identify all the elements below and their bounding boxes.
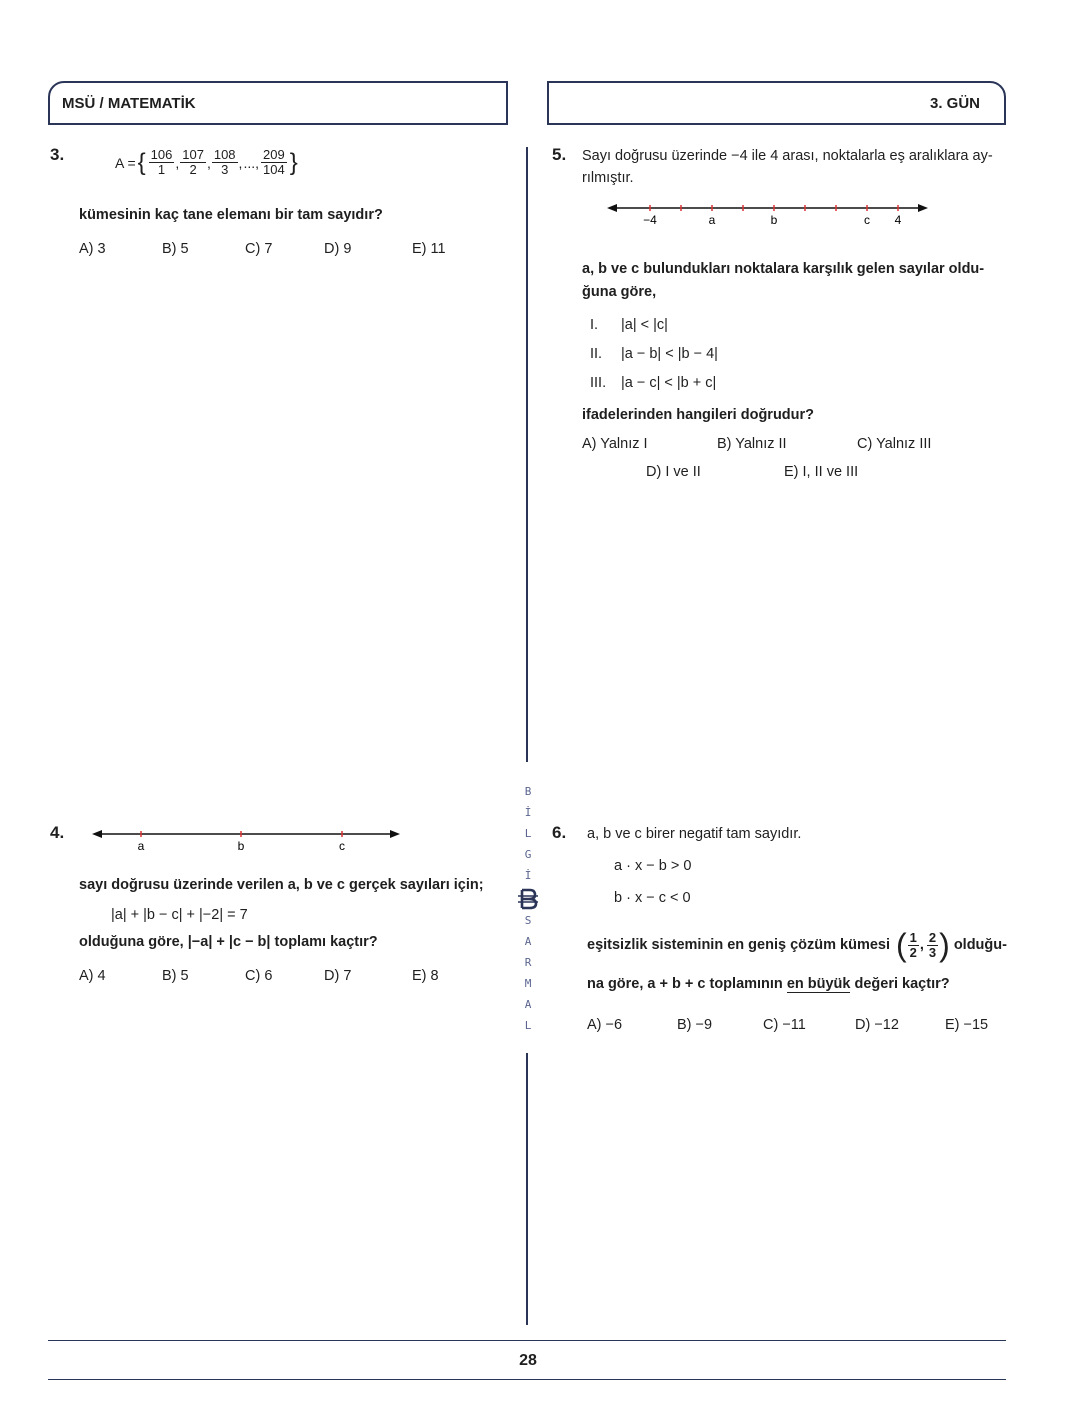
subject-title: MSÜ / MATEMATİK	[62, 94, 196, 112]
q4-option-d[interactable]: D) 7	[324, 968, 352, 984]
q6-question-part2: olduğu-	[953, 937, 1007, 953]
q6-option-e[interactable]: E) −15	[945, 1017, 989, 1033]
q3-set-prefix: A =	[115, 154, 136, 171]
q5-option-b[interactable]: B) Yalnız II	[717, 436, 787, 452]
q3-option-b[interactable]: B) 5	[162, 241, 189, 257]
q6-option-d[interactable]: D) −12	[855, 1017, 899, 1033]
q5-statement-1: |a| < |c|	[621, 317, 668, 333]
q4-intro: sayı doğrusu üzerinde verilen a, b ve c gerçek sayıları için;	[79, 877, 484, 893]
q5-option-e[interactable]: E) I, II ve III	[784, 464, 859, 480]
q3-fraction: $\frac{107}{2}$	[182, 147, 204, 177]
q3-question: kümesinin kaç tane elemanı bir tam sayıdır?	[79, 207, 383, 223]
q5-number-line	[605, 196, 930, 232]
q4-label-a: a	[137, 839, 145, 853]
q3-fraction: $\frac{108}{3}$	[213, 147, 236, 177]
q6-inequality-1: a · x − b > 0	[614, 858, 692, 874]
q4-option-a[interactable]: A) 4	[79, 968, 106, 984]
q5-statement-2: |a − b| < |b − 4|	[621, 346, 718, 362]
q3-fraction: $\frac{209}{104}$	[263, 147, 285, 177]
q4-number-line	[90, 822, 402, 858]
q5-label-4: 4	[894, 213, 902, 227]
q5-option-c[interactable]: C) Yalnız III	[857, 436, 932, 452]
q5-label-c: c	[864, 213, 870, 227]
q5-number: 5.	[552, 145, 567, 164]
q4-option-e[interactable]: E) 8	[412, 968, 439, 984]
q6-question-line2	[587, 973, 950, 995]
q5-intro-line2: rılmıştır.	[582, 170, 634, 186]
q4-label-c: c	[339, 839, 345, 853]
q6-underlined-phrase: en büyük	[786, 976, 851, 992]
q3-fraction: $\frac{106}{1}$	[150, 147, 173, 177]
q5-label-b: b	[770, 213, 778, 227]
brand-logo-icon	[516, 887, 540, 911]
q5-statement-3-roman: III.	[590, 375, 607, 391]
q6-interval-lower: $\frac{1}{2}$	[909, 929, 917, 960]
q5-question-line1: a, b ve c bulundukları noktalara karşılık gelen sayılar oldu-	[582, 261, 985, 277]
q6-question-line2-a: na göre, a + b + c toplamının	[587, 976, 783, 992]
q3-option-a[interactable]: A) 3	[79, 241, 106, 257]
q5-question-line2: ğuna göre,	[582, 284, 657, 300]
q6-question-part1: eşitsizlik sisteminin en geniş çözüm kümesi	[587, 937, 890, 953]
q4-option-c[interactable]: C) 6	[245, 968, 273, 984]
q5-label-a: a	[708, 213, 716, 227]
q3-option-d[interactable]: D) 9	[324, 241, 352, 257]
q3-option-e[interactable]: E) 11	[412, 241, 446, 257]
column-divider-top	[526, 147, 528, 762]
q6-question-line2-b: değeri kaçtır?	[854, 976, 950, 992]
q3-ellipsis: ...,	[243, 154, 259, 171]
page-number: 28	[519, 1352, 537, 1369]
q6-interval-upper: $\frac{2}{3}$	[928, 929, 937, 960]
q4-equation: |a| + |b − c| + |−2| = 7	[111, 907, 248, 923]
header-left	[48, 81, 508, 125]
q3-set: A = { $\frac{106}{1}$ , $\frac{107}{2}$ , $\frac{108}{3}$ , ..., $\frac{209}{104}$ }	[115, 147, 298, 177]
q4-label-b: b	[237, 839, 245, 853]
day-title: 3. GÜN	[929, 94, 980, 112]
q6-option-b[interactable]: B) −9	[677, 1017, 713, 1033]
q4-question: olduğuna göre, |−a| + |c − b| toplamı kaçtır?	[79, 934, 378, 950]
q6-option-a[interactable]: A) −6	[587, 1017, 623, 1033]
q4-number: 4.	[50, 823, 65, 842]
q5-statement-3: |a − c| < |b + c|	[621, 375, 717, 391]
footer-line-bottom	[48, 1379, 1006, 1380]
q6-intro: a, b ve c birer negatif tam sayıdır.	[587, 826, 802, 842]
q5-label-minus4: −4	[643, 213, 657, 227]
q5-option-a[interactable]: A) Yalnız I	[582, 436, 648, 452]
q5-option-d[interactable]: D) I ve II	[646, 464, 701, 480]
column-divider-bottom	[526, 1053, 528, 1325]
q6-option-c[interactable]: C) −11	[763, 1017, 806, 1033]
q3-number: 3.	[50, 145, 65, 164]
q6-inequality-2: b · x − c < 0	[614, 890, 691, 906]
q6-question-line1: eşitsizlik sisteminin en geniş çözüm kümesi ( $\frac{1}{2}$ , $\frac{2}{3}$ ) olduğu-	[587, 927, 1007, 963]
q3-option-c[interactable]: C) 7	[245, 241, 273, 257]
q5-intro-line1: Sayı doğrusu üzerinde −4 ile 4 arası, noktalarla eş aralıklara ay-	[582, 148, 993, 164]
q4-option-b[interactable]: B) 5	[162, 968, 189, 984]
q5-statement-1-roman: I.	[590, 317, 599, 333]
q6-number: 6.	[552, 823, 567, 842]
q5-statement-2-roman: II.	[590, 346, 603, 362]
q5-ask: ifadelerinden hangileri doğrudur?	[582, 407, 815, 423]
footer-line-top	[48, 1340, 1006, 1341]
header-right	[547, 81, 1006, 125]
